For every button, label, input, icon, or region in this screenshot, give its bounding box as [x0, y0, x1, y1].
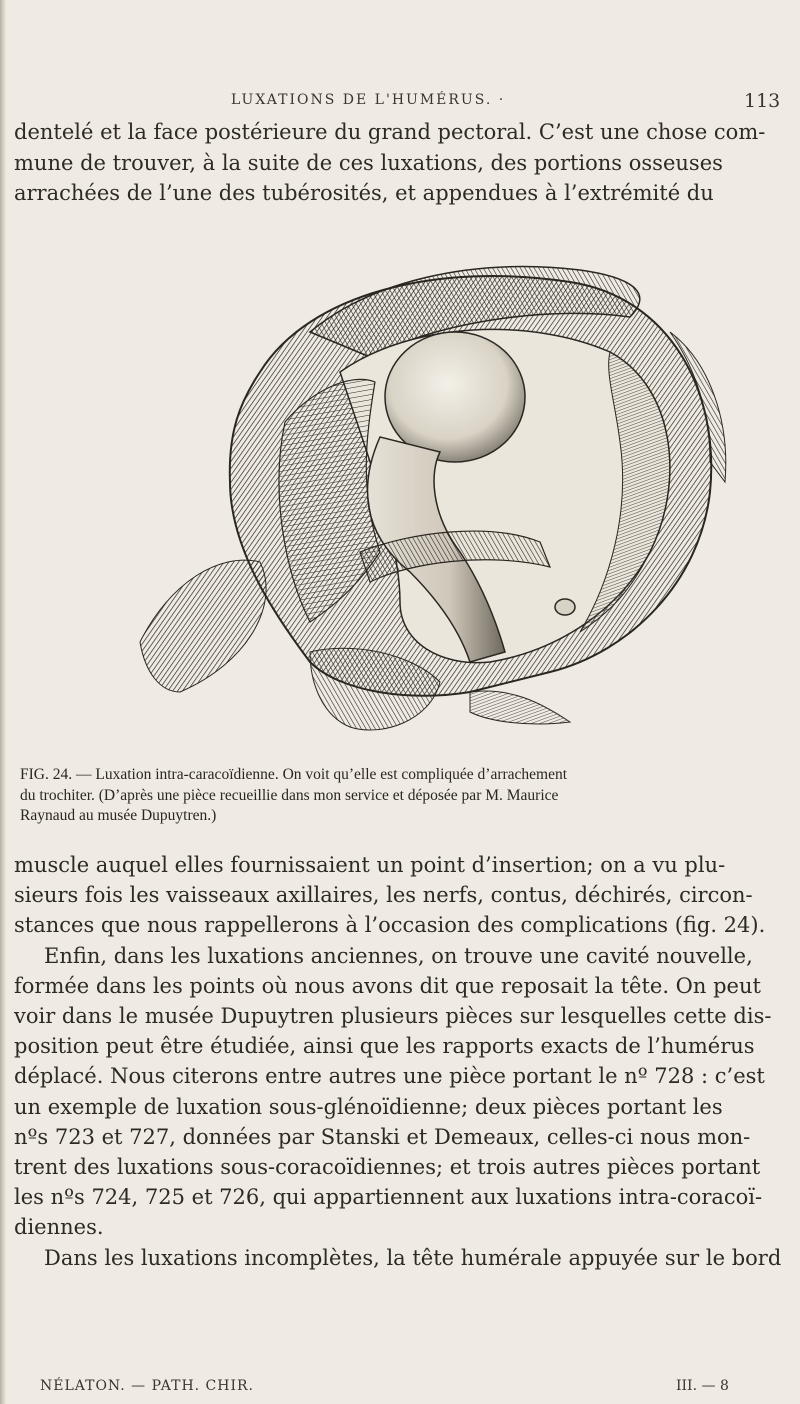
figure-caption: [20, 765, 780, 827]
text-line: formée dans les points où nous avons dit que reposait la tête. On peut: [14, 973, 761, 998]
text-line: muscle auquel elles fournissaient un point d’insertion; on a vu plu-: [14, 853, 726, 877]
text-line: arrachées de l’une des tubérosités, et appendues à l’extrémité du: [14, 181, 714, 205]
text-line: Dans les luxations incomplètes, la tête humérale appuyée sur le bord: [44, 1245, 782, 1270]
running-title: LUXATIONS DE L'HUMÉRUS. ·: [231, 92, 506, 108]
text-line: stances que nous rappellerons à l’occasion des complications (fig. 24).: [14, 913, 766, 938]
text-line: sieurs fois les vaisseaux axillaires, les nerfs, contus, déchirés, circon-: [14, 883, 753, 908]
lower-muscle-left: [140, 560, 266, 692]
figure-label: FIG. 24.: [20, 766, 73, 783]
text-line: mune de trouver, à la suite de ces luxations, des portions osseuses: [14, 150, 723, 175]
page-footer: [0, 1378, 800, 1398]
text-line: nºs 723 et 727, données par Stanski et Demeaux, celles-ci nous mon-: [14, 1124, 751, 1149]
text-line: position peut être étudiée, ainsi que les rapports exacts de l’humérus: [14, 1034, 755, 1059]
text-line: Enfin, dans les luxations anciennes, on trouve une cavité nouvelle,: [44, 943, 753, 968]
anatomical-illustration: [110, 222, 740, 742]
text-line: voir dans le musée Dupuytren plusieurs pièces sur lesquelles cette dis-: [14, 1004, 772, 1029]
text-line: déplacé. Nous citerons entre autres une pièce portant le nº 728 : c’est: [14, 1064, 765, 1089]
caption-line: Raynaud au musée Dupuytren.): [20, 807, 217, 824]
bone-fragment: [555, 599, 575, 615]
caption-text: — Luxation intra-caracoïdienne. On voit qu’elle est compliquée d’arrachement: [72, 766, 568, 783]
footer-signature: NÉLATON. — PATH. CHIR.: [40, 1378, 255, 1394]
caption-line: [20, 765, 780, 786]
text-line: un exemple de luxation sous-glénoïdienne; deux pièces portant les: [14, 1094, 723, 1119]
caption-line: du trochiter. (D’après une pièce recueillie dans mon service et déposée par M. Maurice: [20, 786, 559, 804]
page-number: 113: [744, 90, 781, 112]
text-line: dentelé et la face postérieure du grand pectoral. C’est une chose com-: [14, 120, 766, 144]
text-line: trent des luxations sous-coracoïdiennes; et trois autres pièces portant: [14, 1155, 761, 1180]
page-header: [0, 92, 800, 116]
page-binding-shadow: [0, 0, 6, 1404]
paragraph-body: [14, 850, 781, 1273]
text-line: les nºs 724, 725 et 726, qui appartiennent aux luxations intra-coracoï-: [14, 1185, 763, 1210]
humeral-head: [385, 332, 525, 462]
footer-volume: III. — 8: [676, 1378, 729, 1394]
text-line: diennes.: [14, 1215, 104, 1240]
lower-muscle-right: [470, 691, 570, 724]
paragraph-top: [14, 117, 765, 209]
